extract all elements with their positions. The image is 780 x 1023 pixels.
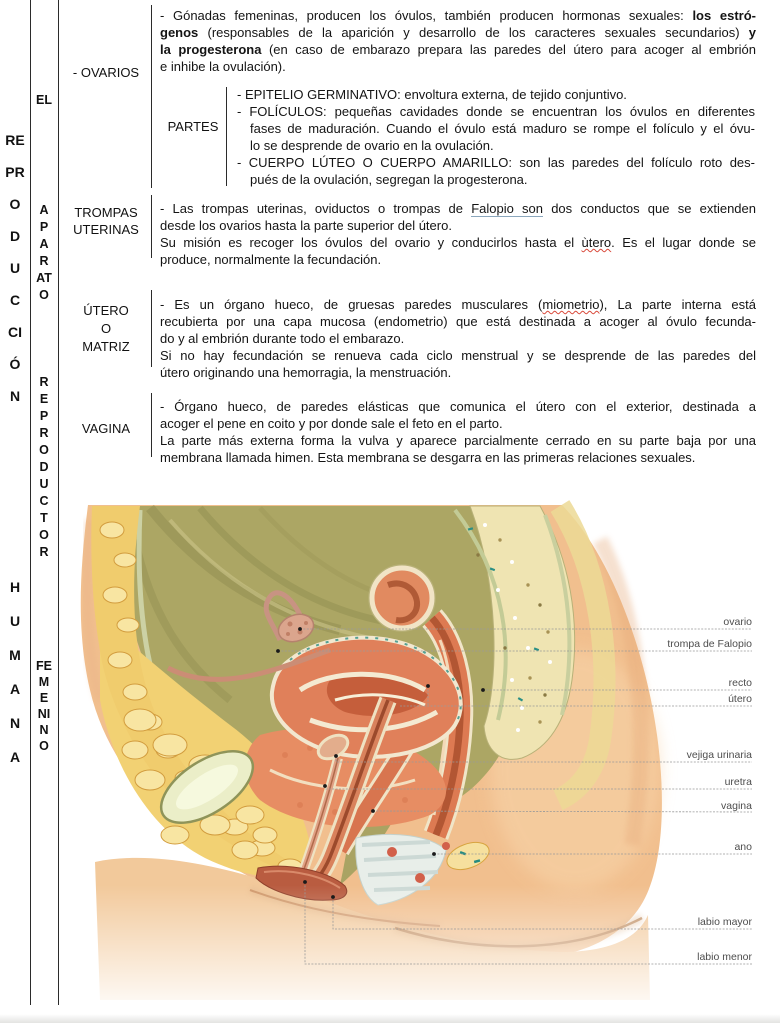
text-run-spellcheck: miometrio: [542, 297, 600, 312]
figure-label-ano: ano: [734, 841, 752, 853]
text-run: dos conductos que se extienden: [543, 201, 756, 216]
text-line: [160, 234, 756, 251]
bracket-trompas: [151, 195, 152, 258]
text-run-bold: los estró-: [692, 8, 756, 23]
row-label-line: O: [100, 321, 112, 336]
figure-label-labio-mayor: labio mayor: [697, 916, 752, 928]
table-rule: [58, 0, 59, 1005]
text-run: (en caso de embarazo prepara las paredes del útero para acoger al embrión: [268, 42, 756, 57]
text-line: pués de la ovulación, segregan la progesterona.: [250, 172, 528, 187]
figure-label-utero: útero: [728, 693, 752, 705]
text-line: - EPITELIO GERMINATIVO: envoltura externa, de tejido conjuntivo.: [237, 87, 627, 102]
figure-label-trompa-de-falopio: trompa de Falopio: [667, 638, 752, 650]
rail-subtitle-aparato: APARATO: [36, 203, 52, 302]
row-label-line: TROMPAS: [74, 205, 138, 220]
text-run-bold: genos: [160, 25, 208, 40]
text-line: lo se desprende de ovario en la ovulación.: [250, 138, 494, 153]
text-line: - CUERPO LÚTEO O CUERPO AMARILLO: son las paredes del folículo roto des-: [237, 155, 755, 170]
bracket-utero: [151, 290, 152, 367]
text-run: - Las trompas uterinas, oviductos o trompas de: [160, 201, 472, 216]
section-vagina-text: [160, 398, 756, 466]
text-line: útero originando una hemorragia, la menstruación.: [160, 365, 452, 380]
scan-edge: [0, 1014, 780, 1023]
text-line: e inhibe la ovulación).: [160, 59, 286, 74]
text-line: [160, 24, 756, 41]
text-run: (responsables de la aparición y desarrollo de los caracteres sexuales secundarios): [207, 25, 749, 40]
figure-label-uretra: uretra: [724, 776, 752, 788]
rail-subtitle-reproductor: REPRODUCTOR: [39, 375, 49, 559]
text-line: [160, 200, 756, 217]
bracket-vagina: [151, 393, 152, 457]
section-ovarios-text: [160, 7, 756, 75]
text-run-bold: la progesterona: [160, 42, 269, 57]
rail-subtitle-femenino: FEMENINO: [36, 659, 52, 753]
table-rule: [30, 0, 31, 1005]
text-run: - Es un órgano hueco, de gruesas paredes musculares (: [160, 297, 543, 312]
text-line: - Órgano hueco, de paredes elásticas que comunica el útero con el exterior, destinada a: [160, 399, 756, 414]
text-line: La parte más externa forma la vulva y aparece parcialmente cerrado en su parte baja por una: [160, 433, 756, 448]
figure-bottom-fade: [78, 885, 678, 1017]
text-run-underlined: Falopio son: [471, 201, 544, 216]
rail-title-reproduccion: REPRODUCCIÓN: [5, 132, 25, 404]
text-run: - Gónadas femeninas, producen los óvulos, también producen hormonas sexuales:: [160, 8, 693, 23]
text-line: desde los ovarios hasta la parte superior del útero.: [160, 218, 452, 233]
row-label-line: UTERINAS: [73, 222, 139, 237]
rail-title-humana: HUMANA: [9, 579, 21, 765]
text-run: . Es el lugar donde se: [611, 235, 756, 250]
text-line: [160, 296, 756, 313]
row-label-partes: PARTES: [167, 119, 219, 134]
text-line: acoger el pene en coito y por donde sale el feto en el parto.: [160, 416, 503, 431]
rail-subtitle-el: EL: [36, 93, 52, 107]
figure-label-vejiga-urinaria: vejiga urinaria: [686, 749, 752, 761]
section-trompas-text: [160, 200, 756, 268]
figure-label-vagina: vagina: [721, 800, 752, 812]
row-label-line: MATRIZ: [82, 339, 130, 354]
text-line: recubierta por una capa mucosa (endometrio) que está destinada a acoger al óvulo fecunda-: [160, 314, 756, 329]
row-label-trompas: [62, 204, 150, 238]
text-line: fases de maduración. Cuando el óvulo está maduro se rompe el folículo y el óvu-: [250, 121, 755, 136]
row-label-utero: [62, 302, 150, 356]
section-utero-text: [160, 296, 756, 381]
bracket-ovarios: [151, 5, 152, 188]
text-line: Si no hay fecundación se renueva cada ciclo menstrual y se desprende de las paredes del: [160, 348, 756, 363]
text-line: membrana llamada himen. Esta membrana se desgarra en las primeras relaciones sexuales.: [160, 450, 696, 465]
text-line: produce, normalmente la fecundación.: [160, 252, 382, 267]
text-run-bold: y: [748, 25, 756, 40]
text-line: [160, 7, 756, 24]
text-run-spellcheck: ùtero: [581, 235, 612, 250]
figure-label-labio-menor: labio menor: [697, 951, 752, 963]
text-run: Su misión es recoger los óvulos del ovario y conducirlos hasta el: [160, 235, 582, 250]
row-label-line: ÚTERO: [83, 303, 129, 318]
figure-label-ovario: ovario: [723, 616, 752, 628]
section-partes-text: [237, 86, 755, 188]
text-run: ), La parte interna está: [599, 297, 756, 312]
row-label-ovarios: - OVARIOS: [72, 65, 140, 80]
row-label-vagina: VAGINA: [81, 421, 131, 436]
bracket-partes: [226, 87, 227, 186]
text-line: do y al embrión durante todo el embarazo.: [160, 331, 405, 346]
figure-label-recto: recto: [728, 677, 752, 689]
text-line: - FOLÍCULOS: pequeñas cavidades donde se encuentran los óvulos en diferentes: [237, 104, 755, 119]
text-line: [160, 41, 756, 58]
